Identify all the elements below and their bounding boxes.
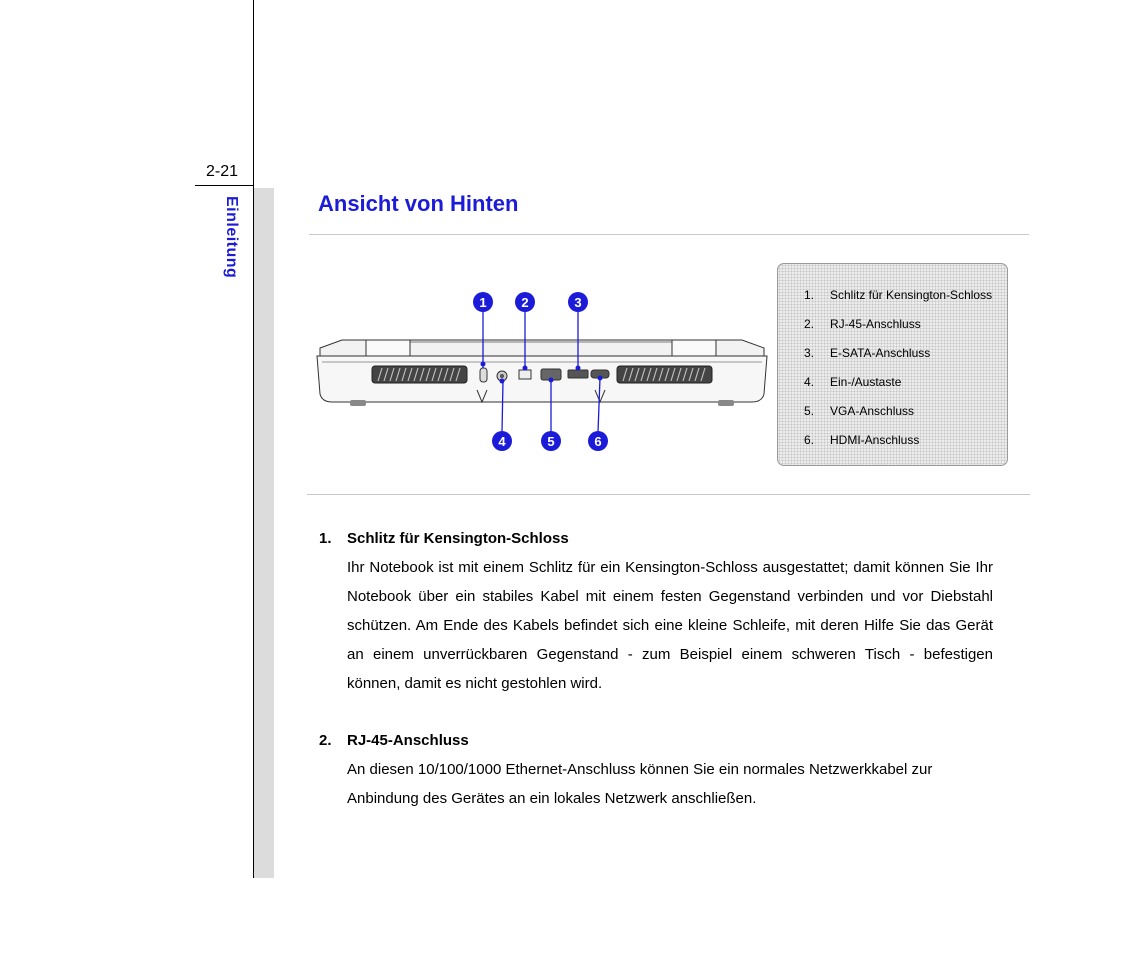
section-heading: 1. Schlitz für Kensington-Schloss xyxy=(319,530,569,547)
figure-rule xyxy=(307,494,1030,495)
svg-text:2: 2 xyxy=(521,295,529,310)
callout-1 xyxy=(473,292,493,312)
legend-item: 6. HDMI-Anschluss xyxy=(804,433,920,447)
legend-item: 3. E-SATA-Anschluss xyxy=(804,346,931,360)
svg-text:1: 1 xyxy=(479,295,487,310)
port-legend xyxy=(777,263,1008,466)
callout-6 xyxy=(588,431,608,451)
svg-text:6: 6 xyxy=(594,434,602,449)
page-number: 2-21 xyxy=(206,163,239,180)
svg-text:3: 3 xyxy=(574,295,582,310)
legend-item: 2. RJ-45-Anschluss xyxy=(804,317,921,331)
legend-item: 4. Ein-/Austaste xyxy=(804,375,902,389)
section-body: An diesen 10/100/1000 Ethernet-Anschluss können Sie ein normales Netzwerkkabel zur Anbindung des Gerätes an ein lokales Netzwerk anschließen. xyxy=(347,761,933,807)
title-rule xyxy=(309,234,1029,235)
callout-2 xyxy=(515,292,535,312)
laptop-rear-illustration xyxy=(312,286,772,456)
svg-text:5: 5 xyxy=(547,434,555,449)
callout-5 xyxy=(541,431,561,451)
page-title: Ansicht von Hinten xyxy=(318,191,519,216)
section-body: Ihr Notebook ist mit einem Schlitz für ein Kensington-Schloss ausgestattet; damit können Sie Ihr Notebook über ein stabiles Kabel mit einem festen Gegenstand verbinden und vor Diebstahl schützen. Am Ende des Kabels befindet sich eine kleine Schleife, mit deren Hilfe Sie das Gerät an einem unverrückbaren Gegenstand - zum Beispiel einem schweren Tisch - befestigen können, damit es nicht gestohlen wird. xyxy=(347,559,993,692)
legend-item: 1. Schlitz für Kensington-Schloss xyxy=(804,288,993,302)
callout-4 xyxy=(492,431,512,451)
legend-item: 5. VGA-Anschluss xyxy=(804,404,915,418)
chapter-tab: Einleitung xyxy=(223,196,240,279)
callout-3 xyxy=(568,292,588,312)
sidebar-band xyxy=(254,188,274,878)
page-number-rule xyxy=(195,185,254,186)
svg-text:4: 4 xyxy=(498,434,506,449)
section-heading: 2. RJ-45-Anschluss xyxy=(319,732,469,749)
